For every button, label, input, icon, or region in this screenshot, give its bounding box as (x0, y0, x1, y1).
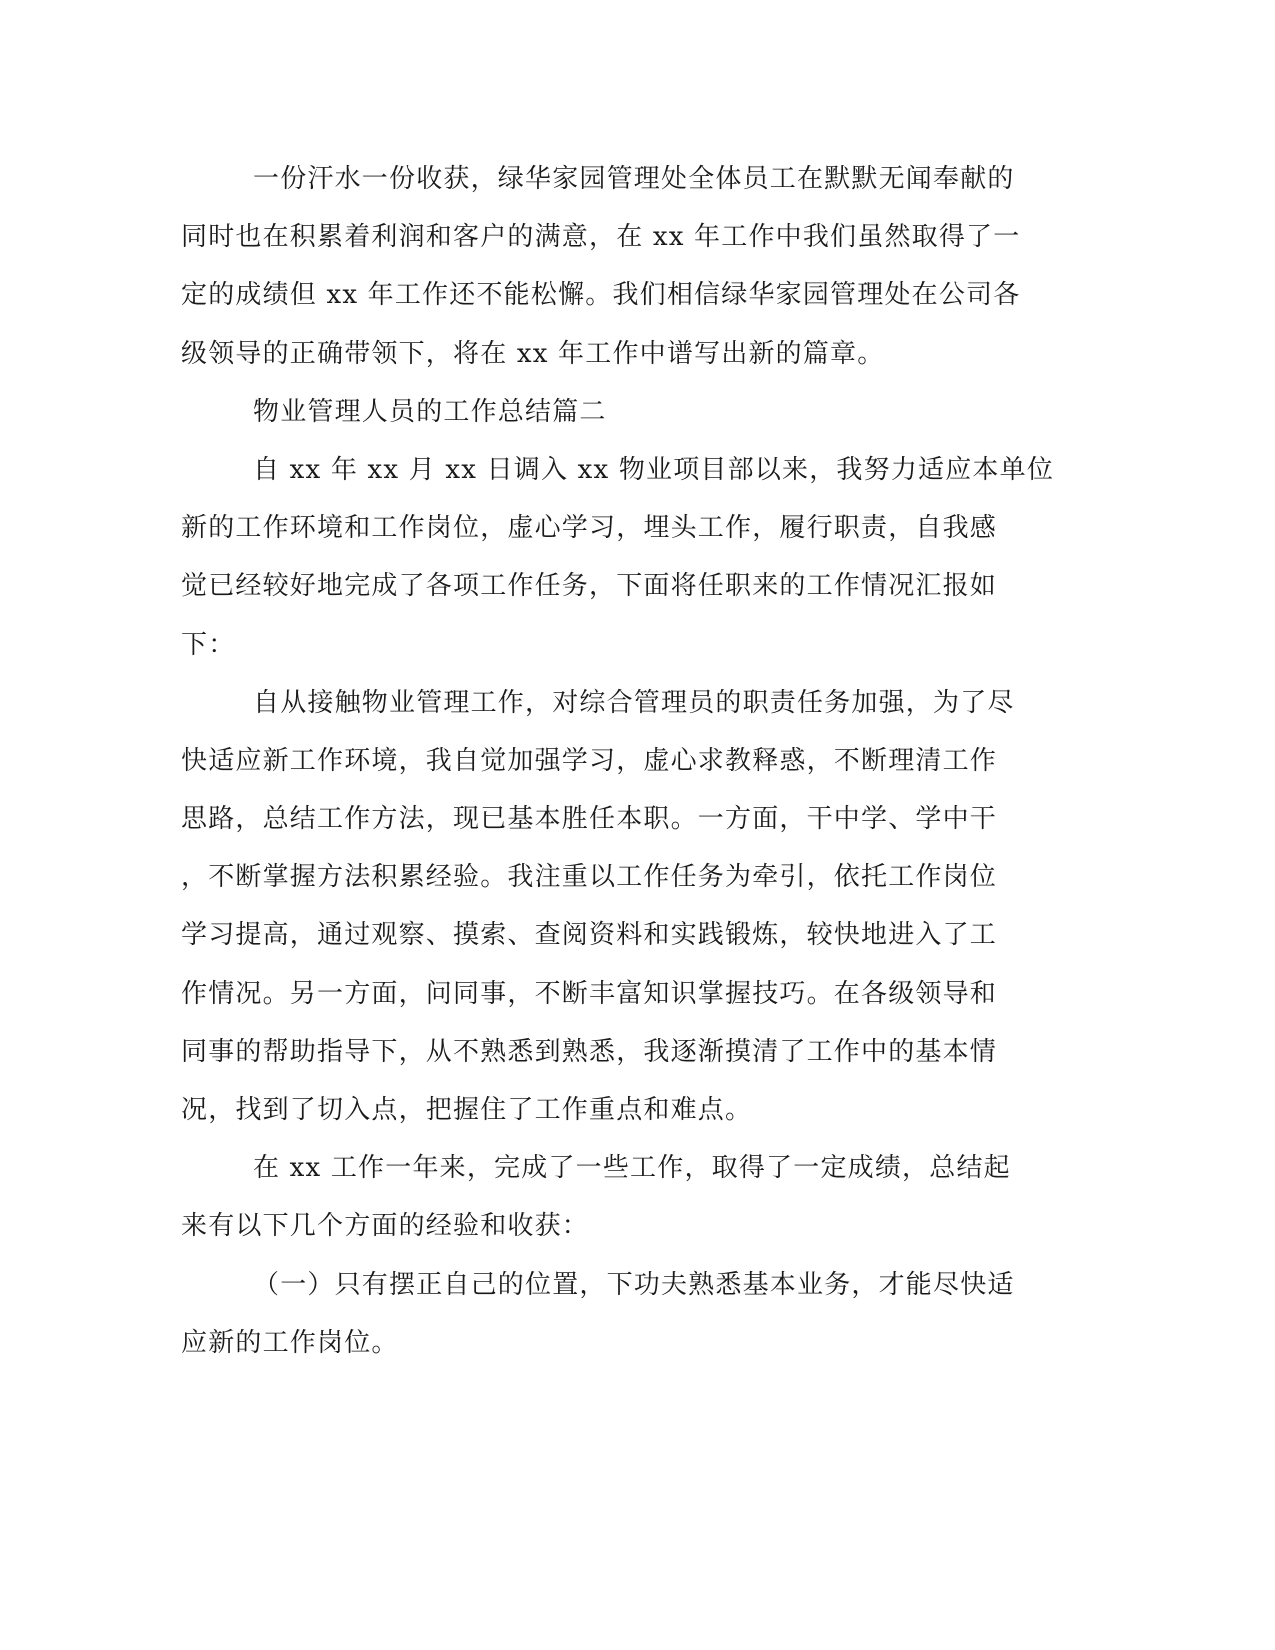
text-line: 思路，总结工作方法，现已基本胜任本职。一方面，干中学、学中干 (181, 804, 998, 835)
text-line: 下： (181, 629, 236, 660)
text-line: 觉已经较好地完成了各项工作任务，下面将任职来的工作情况汇报如 (181, 571, 998, 602)
text-line: （一）只有摆正自己的位置，下功夫熟悉基本业务，才能尽快适 (253, 1269, 1015, 1300)
text-line: 作情况。另一方面，问同事，不断丰富知识掌握技巧。在各级领导和 (181, 978, 998, 1009)
text-line: 一份汗水一份收获，绿华家园管理处全体员工在默默无闻奉献的 (253, 164, 1015, 194)
text-line: 应新的工作岗位。 (181, 1327, 399, 1358)
text-line: 况，找到了切入点，把握住了工作重点和难点。 (181, 1095, 753, 1125)
section-heading: 物业管理人员的工作总结篇二 (253, 396, 607, 427)
document-body (181, 150, 1055, 1372)
text-line: ，不断掌握方法积累经验。我注重以工作任务为牵引，依托工作岗位 (181, 862, 998, 893)
text-line: 来有以下几个方面的经验和收获： (181, 1211, 590, 1242)
text-line: 自从接触物业管理工作，对综合管理员的职责任务加强，为了尽 (253, 687, 1015, 718)
text-line: 新的工作环境和工作岗位，虚心学习，埋头工作，履行职责，自我感 (181, 513, 998, 544)
text-line: 学习提高，通过观察、摸索、查阅资料和实践锻炼，较快地进入了工 (181, 920, 998, 951)
text-line: 自 xx 年 xx 月 xx 日调入 xx 物业项目部以来，我努力适应本单位 (253, 454, 1055, 485)
text-line: 级领导的正确带领下，将在 xx 年工作中谱写出新的篇章。 (181, 338, 885, 369)
text-line: 同时也在积累着利润和客户的满意，在 xx 年工作中我们虽然取得了一 (181, 222, 1021, 253)
text-line: 在 xx 工作一年来，完成了一些工作，取得了一定成绩，总结起 (253, 1153, 1011, 1184)
text-line: 同事的帮助指导下，从不熟悉到熟悉，我逐渐摸清了工作中的基本情 (181, 1036, 998, 1067)
text-line: 快适应新工作环境，我自觉加强学习，虚心求教释惑，不断理清工作 (181, 745, 998, 776)
text-line: 定的成绩但 xx 年工作还不能松懈。我们相信绿华家园管理处在公司各 (181, 280, 1021, 311)
